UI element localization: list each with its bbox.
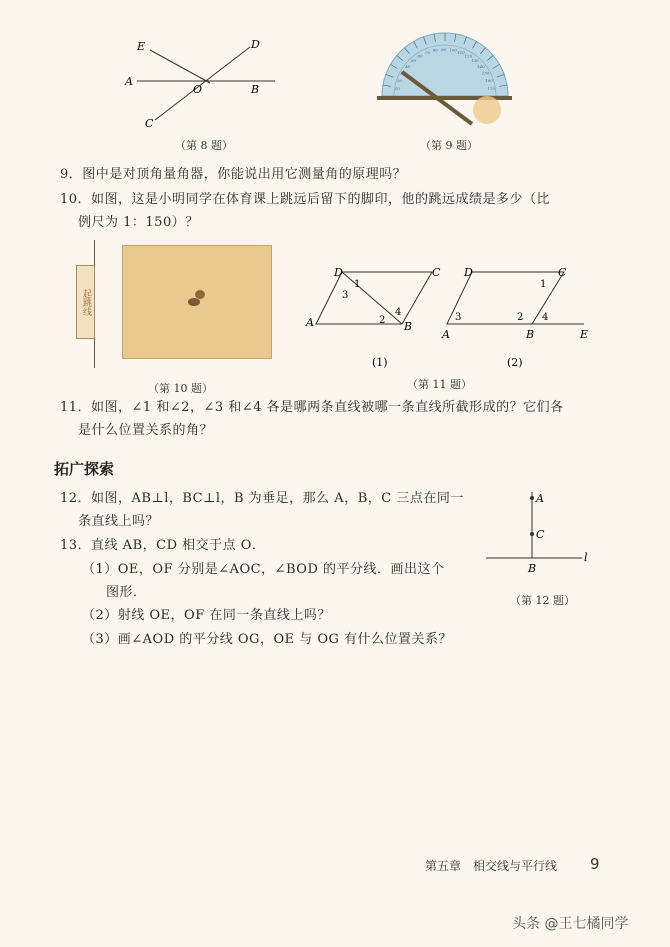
svg-text:D: D	[334, 266, 343, 279]
svg-text:A: A	[306, 316, 314, 329]
svg-text:4: 4	[395, 307, 402, 318]
chapter-footer: 第五章 相交线与平行线	[425, 859, 558, 873]
figure-12-diagram	[480, 486, 600, 576]
page-number: 9	[590, 855, 600, 873]
tick-label: 10	[394, 85, 400, 91]
svg-text:4: 4	[542, 312, 549, 323]
question-10-line1: 10．如图，这是小明同学在体育课上跳远后留下的脚印，他的跳远成绩是多少（比	[60, 192, 551, 207]
svg-text:1: 1	[354, 279, 361, 290]
question-13-line1: 13．直线 AB，CD 相交于点 O．	[60, 538, 266, 553]
question-10-line2: 例尺为 1：150）？	[78, 215, 199, 230]
sub-label-1: (1)	[372, 356, 388, 369]
figure-11-caption: （第 11 题）	[407, 378, 472, 391]
question-12-line2: 条直线上吗？	[78, 514, 160, 529]
question-12-line1: 12．如图，AB⊥l，BC⊥l，B 为垂足，那么 A，B，C 三点在同一	[60, 491, 464, 506]
watermark: 头条 @王七橘同学	[512, 916, 629, 932]
question-13-part1-line1: （1）OE，OF 分别是∠AOC，∠BOD 的平分线．画出这个	[82, 562, 445, 577]
svg-text:2: 2	[517, 312, 524, 323]
svg-text:3: 3	[342, 290, 349, 301]
question-13-part2: （2）射线 OE，OF 在同一条直线上吗？	[82, 608, 331, 623]
svg-text:C: C	[432, 266, 441, 279]
figure-11-diagram	[302, 262, 594, 372]
label-l: l	[584, 551, 588, 564]
tick-label: 60	[417, 53, 423, 59]
figure-12-caption: （第 12 题）	[510, 594, 575, 607]
sub-label-2: (2)	[507, 356, 523, 369]
parallelogram-1	[305, 266, 441, 333]
label-o: O	[193, 83, 203, 96]
tick-label: 140	[477, 63, 485, 69]
tick-label: 130	[471, 57, 479, 63]
svg-text:D: D	[464, 266, 473, 279]
svg-text:1: 1	[540, 279, 547, 290]
line-dc	[155, 47, 250, 120]
svg-text:E: E	[580, 328, 589, 341]
svg-text:3: 3	[455, 312, 462, 323]
tick-label: 90	[441, 47, 447, 52]
tick-label: 170	[487, 85, 495, 91]
question-11-line2: 是什么位置关系的角？	[78, 423, 214, 438]
hand-shadow	[473, 96, 501, 124]
label-c: C	[536, 528, 545, 541]
figure-9-protractor	[372, 28, 522, 133]
question-9: 9．图中是对顶角量角器，你能说出用它测量角的原理吗？	[60, 167, 407, 182]
line-eo	[150, 50, 210, 83]
section-title: 拓广探索	[54, 460, 115, 478]
svg-text:C: C	[558, 266, 567, 279]
tick-label: 20	[396, 77, 402, 83]
tick-label: 80	[432, 47, 438, 53]
label-b: B	[528, 562, 537, 575]
label-e: E	[137, 40, 146, 53]
label-b: B	[251, 83, 260, 96]
svg-text:B: B	[526, 328, 535, 341]
parallelogram-2	[441, 266, 588, 341]
svg-text:A: A	[442, 328, 450, 341]
tick-label: 110	[457, 49, 465, 55]
label-a: A	[125, 75, 133, 88]
sand-pit	[122, 245, 272, 359]
figure-10-caption: （第 10 题）	[148, 382, 213, 395]
question-13-part1-line2: 图形．	[106, 585, 147, 600]
figure-8-diagram	[115, 35, 290, 130]
tick-label: 120	[464, 53, 473, 59]
figure-8-caption: （第 8 题）	[175, 139, 233, 152]
tick-label: 40	[404, 63, 411, 69]
svg-text:B: B	[404, 320, 413, 333]
tick-label: 150	[481, 70, 490, 76]
figure-9-caption: （第 9 题）	[420, 139, 478, 152]
question-11-line1: 11．如图，∠1 和∠2，∠3 和∠4 各是哪两条直线被哪一条直线所截形成的？它们各	[60, 400, 564, 415]
tick-label: 70	[424, 49, 431, 55]
footprint-2	[188, 298, 200, 306]
tick-label: 160	[485, 77, 493, 83]
takeoff-board: 起跳线	[76, 265, 95, 339]
label-a: A	[536, 492, 544, 505]
label-c: C	[145, 117, 154, 130]
label-d: D	[251, 38, 260, 51]
svg-text:2: 2	[379, 315, 386, 326]
question-13-part3: （3）画∠AOD 的平分线 OG，OE 与 OG 有什么位置关系？	[82, 632, 453, 647]
tick-label: 100	[449, 47, 457, 53]
tick-label: 50	[410, 57, 416, 63]
